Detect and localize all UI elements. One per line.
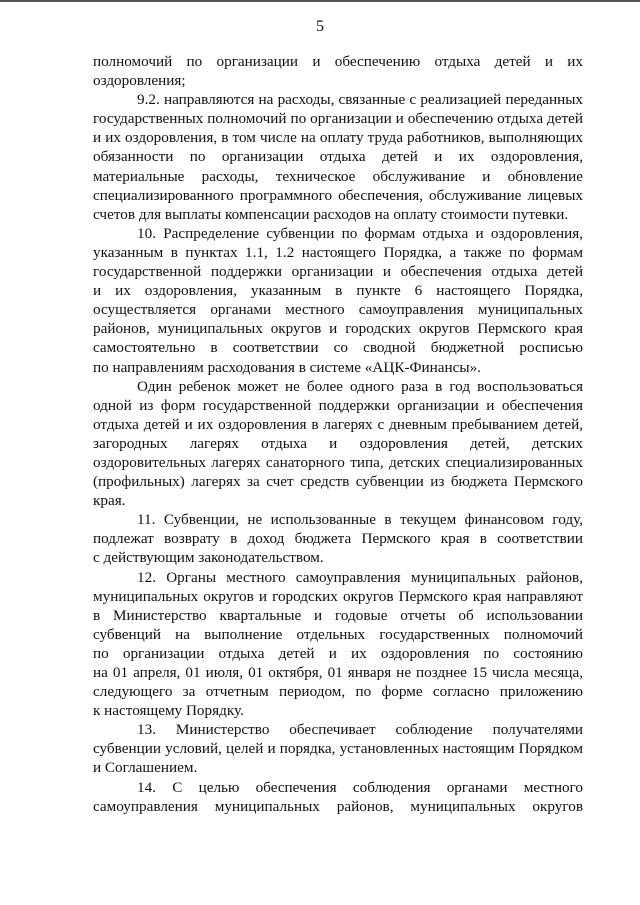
text-line: государственных полномочий по организации и обеспечению отдыха детей [93, 110, 583, 128]
paragraph [93, 510, 583, 567]
document-body [93, 52, 583, 816]
text-line: материальные расходы, техническое обслуживание и обновление [93, 167, 583, 185]
top-border-line [0, 0, 640, 2]
text-line: специализированного программного обеспечения, обслуживание лицевых [93, 186, 583, 204]
text-line: одной из форм государственной поддержки организации и обеспечения [93, 396, 583, 414]
text-line: на 01 апреля, 01 июля, 01 октября, 01 января не позднее 15 числа месяца, [93, 664, 583, 681]
text-line: осуществляется органами местного самоуправления муниципальных [93, 301, 583, 319]
text-line: оздоровления; [93, 72, 186, 90]
text-line: 14. С целью обеспечения соблюдения органами местного [137, 778, 583, 796]
text-line: 9.2. направляются на расходы, связанные с реализацией переданных [137, 91, 583, 109]
text-line: самостоятельно в соответствии со сводной бюджетной росписью [93, 339, 583, 357]
text-line: районов, муниципальных округов и городских округов Пермского края [93, 320, 583, 338]
text-line: отдыха детей и их оздоровления в лагерях с дневным пребыванием детей, [93, 415, 583, 433]
text-line: и их оздоровления, указанным в пункте 6 настоящего Порядка, [93, 282, 583, 300]
text-line: подлежат возврату в доход бюджета Пермского края в соответствии [93, 530, 583, 548]
text-line: 10. Распределение субвенции по формам отдыха и оздоровления, [137, 224, 583, 242]
text-line: Один ребенок может не более одного раза в год воспользоваться [137, 377, 583, 395]
paragraph [93, 568, 583, 721]
text-line: по организации отдыха детей и их оздоровления по состоянию [93, 644, 583, 662]
text-line: обязанности по организации отдыха детей и их оздоровления, [93, 148, 583, 166]
text-line: 13. Министерство обеспечивает соблюдение получателями [137, 721, 583, 739]
text-line: в Министерство квартальные и годовые отчеты об использовании [93, 606, 583, 624]
text-line: и Соглашением. [93, 759, 198, 777]
text-line: оздоровительных лагерях санаторного типа, детских специализированных [93, 453, 583, 471]
text-line: и их оздоровления, в том числе на оплату труда работников, выполняющих [93, 129, 583, 147]
paragraph [93, 52, 583, 90]
paragraph [93, 224, 583, 377]
paragraph [93, 90, 583, 224]
text-line: указанным в пунктах 1.1, 1.2 настоящего Порядка, а также по формам [93, 243, 583, 261]
text-line: (профильных) лагерях за счет средств субвенции из бюджета Пермского [93, 473, 583, 491]
text-line: государственной поддержки организации и обеспечения отдыха детей [93, 263, 583, 281]
text-line: субвенций на выполнение отдельных государственных полномочий [93, 625, 583, 643]
text-line: 11. Субвенции, не использованные в текущем финансовом году, [137, 511, 583, 529]
text-line: по направлениям расходования в системе «АЦК-Финансы». [93, 358, 481, 376]
page-number: 5 [316, 18, 324, 35]
paragraph [93, 778, 583, 816]
paragraph [93, 720, 583, 777]
text-line: следующего за отчетным периодом, по форме согласно приложению [93, 683, 583, 701]
text-line: субвенции условий, целей и порядка, установленных настоящим Порядком [93, 740, 583, 758]
text-line: 12. Органы местного самоуправления муниципальных районов, [137, 568, 583, 586]
text-line: полномочий по организации и обеспечению отдыха детей и их [93, 53, 583, 70]
text-line: муниципальных округов и городских округов Пермского края направляют [93, 587, 583, 605]
text-line: с действующим законодательством. [93, 549, 324, 567]
text-line: счетов для выплаты компенсации расходов на оплату стоимости путевки. [93, 205, 569, 223]
text-line: к настоящему Порядку. [93, 702, 244, 720]
text-line: загородных лагерях отдыха и оздоровления детей, детских [93, 434, 583, 452]
text-line: самоуправления муниципальных районов, муниципальных округов [93, 797, 583, 815]
text-line: края. [93, 492, 126, 510]
paragraph [93, 377, 583, 511]
